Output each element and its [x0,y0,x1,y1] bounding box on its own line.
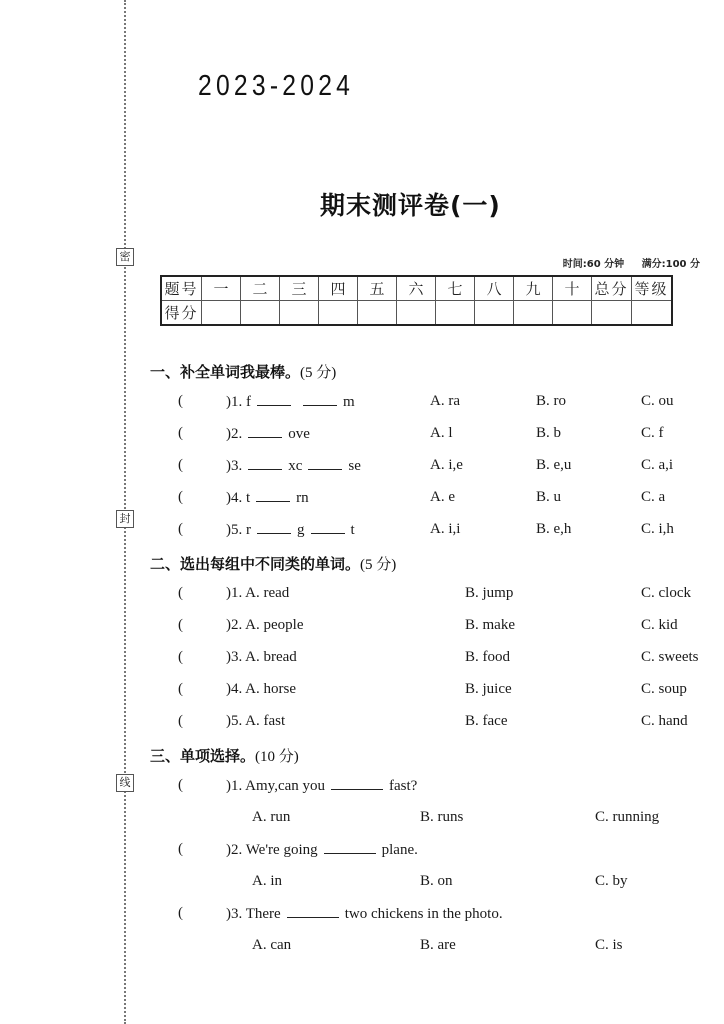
score-cell[interactable] [319,301,358,326]
score-table-score-row [161,301,672,326]
option-b: B. food [465,649,510,665]
option-b: B. jump [465,585,514,601]
option-c: C. hand [641,713,688,729]
answer-paren[interactable]: ( [178,777,183,793]
school-year: 2023-2024 [198,70,355,102]
question-number: )5. [226,522,243,538]
answer-paren[interactable]: ( [178,489,183,505]
score-row-label: 得分 [161,301,202,326]
score-header-cell: 五 [358,276,397,301]
score-header-cell: 六 [397,276,436,301]
blank[interactable] [303,393,337,406]
s1-question-5 [0,521,724,543]
question-text [226,425,310,443]
letter: se [348,458,361,474]
question-text: )5. A. fast [226,713,286,729]
answer-paren[interactable]: ( [178,393,183,409]
option-a: A. e [430,489,455,505]
option-c: C. is [595,937,623,953]
option-b: B. runs [420,809,464,825]
score-header-cell: 二 [241,276,280,301]
question-stem-end: plane. [381,842,418,858]
exam-meta [549,255,700,270]
answer-paren[interactable]: ( [178,713,183,729]
option-b: B. on [420,873,453,889]
question-text [226,777,417,795]
score-cell[interactable] [632,301,673,326]
answer-paren[interactable]: ( [178,521,183,537]
score-cell[interactable] [475,301,514,326]
score-header-cell: 题号 [161,276,202,301]
answer-paren[interactable]: ( [178,617,183,633]
question-number: )4. [226,490,243,506]
question-text: )4. A. horse [226,681,296,697]
answer-paren[interactable]: ( [178,905,183,921]
question-number: )3. [226,458,243,474]
time-limit: 时间:60 分钟 [562,259,625,270]
s3-question-3 [0,905,724,927]
letter: xc [288,458,303,474]
option-b: B. ro [536,393,566,409]
s2-question-3 [0,649,724,671]
option-b: B. e,u [536,457,572,473]
question-text: )3. A. bread [226,649,297,665]
full-score: 满分:100 分 [641,259,700,270]
section1-title-text: 一、补全单词我最棒。 [150,363,301,381]
question-text [226,393,355,411]
section3-points: (10 分) [255,749,299,765]
option-a: A. in [252,873,282,889]
seal-mark-mi: 密 [116,248,134,266]
option-a: A. ra [430,393,460,409]
section2-title [150,553,396,574]
exam-title: 期末测评卷(一) [320,191,501,220]
answer-paren[interactable]: ( [178,457,183,473]
score-table [160,275,673,326]
score-cell[interactable] [436,301,475,326]
answer-paren[interactable]: ( [178,681,183,697]
section3-title-text: 三、单项选择。 [150,747,256,765]
blank[interactable] [331,777,383,790]
option-c: C. soup [641,681,687,697]
score-cell[interactable] [358,301,397,326]
s2-question-5 [0,713,724,735]
question-number: )1. [226,394,243,410]
s1-question-4 [0,489,724,511]
blank[interactable] [257,521,291,534]
letter: m [343,394,355,410]
s3-options-2 [0,873,724,895]
option-b: B. u [536,489,562,505]
blank[interactable] [308,457,342,470]
option-b: B. juice [465,681,512,697]
score-header-cell: 三 [280,276,319,301]
question-text [226,521,355,539]
option-c: C. f [641,425,664,441]
section2-points: (5 分) [360,557,397,573]
blank[interactable] [248,457,282,470]
answer-paren[interactable]: ( [178,585,183,601]
section1-title [150,361,336,382]
question-text: )2. A. people [226,617,304,633]
option-a: A. l [430,425,453,441]
score-cell[interactable] [202,301,241,326]
question-text [226,841,418,859]
s2-question-4 [0,681,724,703]
question-text: )1. A. read [226,585,290,601]
option-b: B. face [465,713,508,729]
s3-options-1 [0,809,724,831]
question-text [226,489,309,507]
option-c: C. kid [641,617,678,633]
option-b: B. make [465,617,515,633]
question-text [226,905,503,923]
score-header-cell: 四 [319,276,358,301]
letter: ove [288,426,310,442]
option-c: C. a,i [641,457,674,473]
letter: r [246,522,251,538]
blank[interactable] [257,393,291,406]
answer-paren[interactable]: ( [178,649,183,665]
score-cell[interactable] [553,301,592,326]
question-stem-end: two chickens in the photo. [344,906,503,922]
score-cell[interactable] [592,301,632,326]
answer-paren[interactable]: ( [178,841,183,857]
option-b: B. are [420,937,456,953]
option-a: A. can [252,937,292,953]
score-cell[interactable] [280,301,319,326]
blank[interactable] [311,521,345,534]
s1-question-1 [0,393,724,415]
option-b: B. e,h [536,521,572,537]
score-header-cell: 十 [553,276,592,301]
letter: rn [296,490,309,506]
score-table-header-row [161,276,672,301]
option-c: C. clock [641,585,691,601]
section1-points: (5 分) [300,365,337,381]
option-c: C. by [595,873,628,889]
score-header-cell: 一 [202,276,241,301]
score-header-cell: 八 [475,276,514,301]
s3-options-3 [0,937,724,959]
option-c: C. running [595,809,660,825]
answer-paren[interactable]: ( [178,425,183,441]
letter: f [246,394,251,410]
question-stem-end: fast? [389,778,418,794]
s3-question-2 [0,841,724,863]
section3-title [150,745,299,766]
seal-mark-feng: 封 [116,510,134,528]
s2-question-1 [0,585,724,607]
score-cell[interactable] [241,301,280,326]
option-c: C. a [641,489,666,505]
question-stem: )3. There [226,906,281,922]
blank[interactable] [324,841,376,854]
question-text [226,457,361,475]
score-cell[interactable] [397,301,436,326]
option-c: C. ou [641,393,674,409]
letter: g [297,522,305,538]
letter: t [246,490,251,506]
blank[interactable] [248,425,282,438]
blank[interactable] [287,905,339,918]
blank[interactable] [256,489,290,502]
question-number: )2. [226,426,243,442]
score-cell[interactable] [514,301,553,326]
s3-question-1 [0,777,724,799]
option-a: A. run [252,809,291,825]
s2-question-2 [0,617,724,639]
letter: t [350,522,355,538]
s1-question-2 [0,425,724,447]
option-c: C. sweets [641,649,699,665]
option-b: B. b [536,425,562,441]
question-stem: )2. We're going [226,842,318,858]
section2-title-text: 二、选出每组中不同类的单词。 [150,555,361,573]
option-a: A. i,i [430,521,461,537]
option-c: C. i,h [641,521,674,537]
score-header-cell: 九 [514,276,553,301]
score-header-cell: 总分 [592,276,632,301]
s1-question-3 [0,457,724,479]
score-header-cell: 七 [436,276,475,301]
seal-mark-xian: 线 [116,774,134,792]
question-stem: )1. Amy,can you [226,778,326,794]
score-header-cell: 等级 [632,276,673,301]
option-a: A. i,e [430,457,463,473]
